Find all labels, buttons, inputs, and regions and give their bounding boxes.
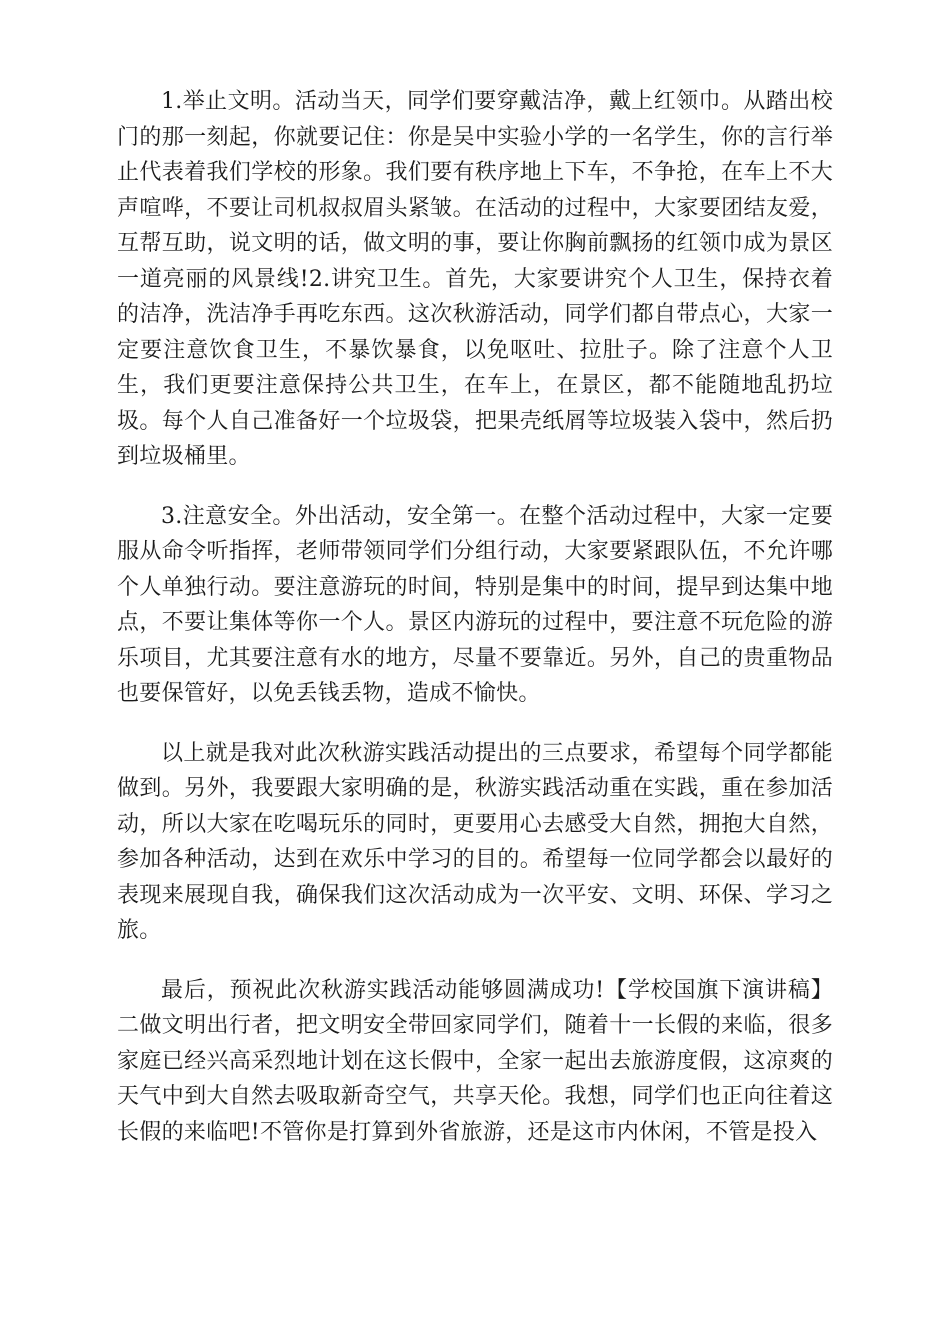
paragraph-closing: 最后，预祝此次秋游实践活动能够圆满成功!【学校国旗下演讲稿】二做文明出行者，把文明安全带回家同学们，随着十一长假的来临，很多家庭已经兴高采烈地计划在这长假中，全家一起出去旅游度假，这凉爽的天气中到大自然去吸取新奇空气，共享天伦。我想，同学们也正向往着这长假的来临吧!不管你是打算到外省旅游，还是这市内休闲，不管是投入 bbox=[117, 977, 833, 1145]
paragraph-safety: 3.注意安全。外出活动，安全第一。在整个活动过程中，大家一定要服从命令听指挥，老师带领同学们分组行动，大家要紧跟队伍，不允许哪个人单独行动。要注意游玩的时间，特别是集中的时间，提早到达集中地点，不要让集体等你一个人。景区内游玩的过程中，要注意不玩危险的游乐项目，尤其要注意有水的地方，尽量不要靠近。另外，自己的贵重物品也要保管好，以免丢钱丢物，造成不愉快。 bbox=[117, 503, 833, 706]
paragraph-summary: 以上就是我对此次秋游实践活动提出的三点要求，希望每个同学都能做到。另外，我要跟大家明确的是，秋游实践活动重在实践，重在参加活动，所以大家在吃喝玩乐的同时，更要用心去感受大自然，拥抱大自然，参加各种活动，达到在欢乐中学习的目的。希望每一位同学都会以最好的表现来展现自我，确保我们这次活动成为一次平安、文明、环保、学习之旅。 bbox=[117, 740, 833, 943]
paragraph-civility-hygiene: 1.举止文明。活动当天，同学们要穿戴洁净，戴上红领巾。从踏出校门的那一刻起，你就要记住：你是吴中实验小学的一名学生，你的言行举止代表着我们学校的形象。我们要有秩序地上下车，不争抢，在车上不大声喧哗，不要让司机叔叔眉头紧皱。在活动的过程中，大家要团结友爱，互帮互助，说文明的话，做文明的事，要让你胸前飘扬的红领巾成为景区一道亮丽的风景线!2.讲究卫生。首先，大家要讲究个人卫生，保持衣着的洁净，洗洁净手再吃东西。这次秋游活动，同学们都自带点心，大家一定要注意饮食卫生，不暴饮暴食，以免呕吐、拉肚子。除了注意个人卫生，我们更要注意保持公共卫生，在车上，在景区，都不能随地乱扔垃圾。每个人自己准备好一个垃圾袋，把果壳纸屑等垃圾装入袋中，然后扔到垃圾桶里。 bbox=[117, 89, 833, 469]
document-page bbox=[117, 84, 833, 1150]
